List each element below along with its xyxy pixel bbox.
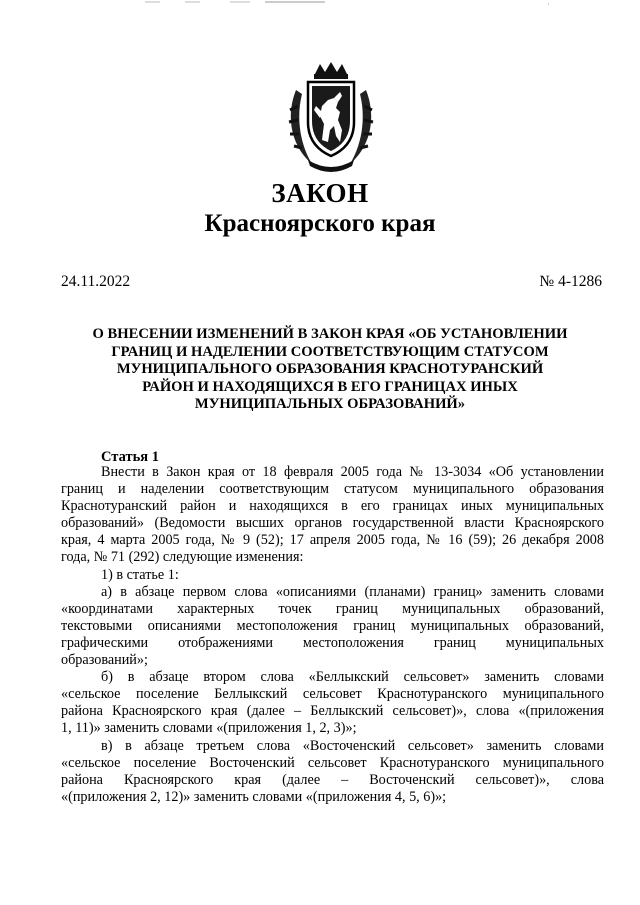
body-line: образований»; (61, 652, 148, 669)
law-label: ЗАКОН (271, 178, 369, 208)
body-line: «(приложения 2, 12)» заменить словами «(приложения 4, 5, 6)»; (61, 788, 447, 805)
body-line: Внести в Закон края от 18 февраля 2005 года № 13-3034 «Об установлении (101, 464, 604, 480)
body-line: «сельское поселение Восточенский сельсовет Краснотуранского муниципального (61, 754, 604, 771)
document-title-line: ГРАНИЦ И НАДЕЛЕНИИ СООТВЕТСТВУЮЩИМ СТАТУСОМ (111, 343, 549, 360)
document-title (70, 326, 590, 414)
body-line: б) в абзаце втором слова «Беллыкский сельсовет» заменить словами (101, 669, 604, 686)
document-title-line: МУНИЦИПАЛЬНЫХ ОБРАЗОВАНИЙ» (194, 396, 466, 413)
document-title-line: МУНИЦИПАЛЬНОГО ОБРАЗОВАНИЯ КРАСНОТУРАНСКИЙ (116, 361, 544, 378)
body-line: района Красноярского края (далее – Восточенский сельсовет)», слова (61, 771, 604, 788)
region-label: Красноярского края (204, 210, 436, 237)
body-line: графическими отображениями местоположения границ муниципальных (61, 634, 604, 651)
body-line: «сельское поселение Беллыкский сельсовет Краснотуранского муниципального (61, 686, 604, 703)
document-title-line: РАЙОН И НАХОДЯЩИХСЯ В ЕГО ГРАНИЦАХ ИНЫХ (142, 378, 518, 395)
body-line: района Красноярского края (далее – Беллыкский сельсовет)», слова «(приложения (61, 703, 604, 720)
body-line: текстовыми описаниями местоположения границ муниципальных образований, (61, 617, 604, 634)
law-number: № 4-1286 (539, 273, 602, 290)
body-line: года, № 71 (292) следующие изменения: (61, 549, 304, 566)
body-line: 1) в статье 1: (101, 566, 179, 583)
article-body (61, 464, 604, 806)
body-line: края, 4 марта 2005 года, № 9 (52); 17 апреля 2005 года, № 16 (59); 26 декабря 2008 (61, 532, 604, 549)
body-line: «координатами характерных точек границ муниципальных образований, (61, 600, 604, 617)
coat-of-arms-emblem (282, 60, 380, 172)
document-title-line: О ВНЕСЕНИИ ИЗМЕНЕНИЙ В ЗАКОН КРАЯ «ОБ УСТАНОВЛЕНИИ (92, 326, 568, 342)
body-line: в) в абзаце третьем слова «Восточенский сельсовет» заменить словами (101, 737, 604, 754)
article-heading: Статья 1 (101, 449, 159, 465)
body-line: границ и наделении соответствующим статусом муниципального образования (61, 481, 604, 498)
body-line: образований» (Ведомости высших органов государственной власти Красноярского (61, 515, 604, 532)
body-line: 1, 11)» заменить словами «(приложения 1, 2, 3)»; (61, 720, 357, 737)
law-date: 24.11.2022 (61, 273, 131, 290)
body-line: а) в абзаце первом слова «описаниями (планами) границ» заменить словами (101, 583, 604, 600)
scan-artifact-marks (0, 0, 640, 8)
body-line: Краснотуранский район и находящихся в его границах иных муниципальных (61, 498, 604, 515)
